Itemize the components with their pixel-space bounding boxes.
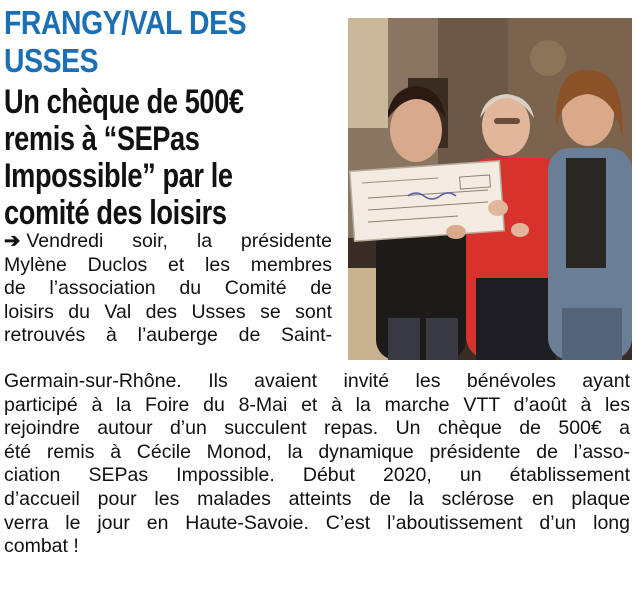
body-line: combat ! (4, 535, 79, 558)
article-kicker (4, 4, 324, 80)
body-line: rejoindre autour d’un succulent repas. Un chèque de 500€ a (4, 417, 630, 440)
headline-line: Impossible” par le (4, 157, 233, 195)
body-line: d’accueil pour les malades atteints de la sclérose en plaque (4, 487, 630, 510)
body-line: Germain-sur-Rhône. Ils avaient invité les bénévoles ayant (4, 370, 630, 392)
body-line-text: Vendredi soir, la présidente (26, 230, 332, 252)
kicker-line: FRANGY/VAL DES (4, 4, 247, 41)
person-left-face (390, 98, 442, 162)
body-line (4, 230, 332, 254)
arrow-icon: ➔ (4, 230, 21, 252)
body-line: verra le jour en Haute-Savoie. C’est l’aboutissement d’un long (4, 511, 630, 534)
body-line: retrouvés à l’auberge de Saint- (4, 324, 332, 347)
body-line: participé à la Foire du 8-Mai et à la marche VTT d’août à les (4, 393, 630, 416)
body-line: ciation SEPas Impossible. Début 2020, un établissement (4, 464, 630, 487)
headline-line: remis à “SEPas (4, 120, 200, 158)
kicker-line: USSES (4, 42, 99, 79)
giant-cheque (350, 161, 505, 241)
article-photo (348, 18, 632, 360)
article-body-top (4, 230, 332, 348)
photo-illustration (348, 18, 632, 360)
body-line: été remis à Cécile Monod, la dynamique présidente de l’asso- (4, 440, 630, 463)
body-line: loisirs du Val des Usses se sont (4, 300, 332, 323)
headline-line: Un chèque de 500€ (4, 83, 244, 121)
body-line: Mylène Duclos et les membres (4, 253, 332, 276)
article-headline (4, 84, 320, 232)
headline-line: comité des loisirs (4, 194, 227, 232)
article-body-bottom (4, 370, 630, 559)
body-line: de l’association du Comité de (4, 277, 332, 300)
